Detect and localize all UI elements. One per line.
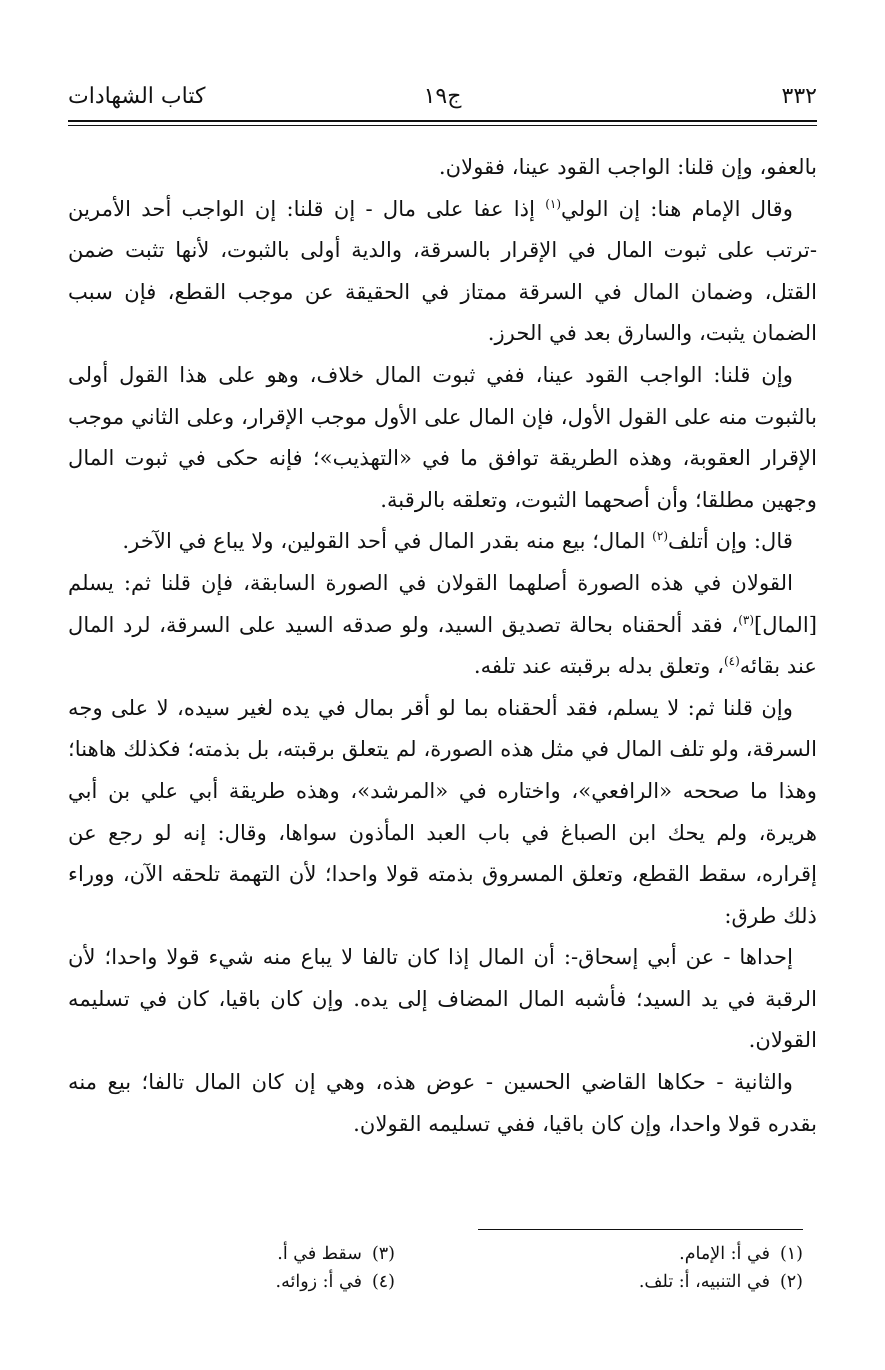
text-segment: ، وتعلق بدله برقبته عند تلفه. [473, 653, 724, 679]
footnote-number: (٢) [779, 1272, 803, 1292]
footnote-ref: (٤) [723, 654, 740, 669]
paragraph [68, 188, 817, 354]
footnote-text: في أ: الإمام. [679, 1244, 770, 1264]
footnote-number: (٤) [371, 1272, 395, 1292]
text-segment: والثانية - حكاها القاضي الحسين - عوض هذه، وهي إن كان المال تالفا؛ بيع منه بقدره قولا واحدا، وإن كان باقيا، ففي تسليمه القولان. [68, 1069, 817, 1136]
paragraph [68, 1061, 817, 1144]
text-segment: وإن قلنا: الواجب القود عينا، ففي ثبوت المال خلاف، وهو على هذا القول أولى بالثبوت منه على القول الأول، فإن المال على الأول موجب الإقرار، وعلى الثاني موجب الإقرار العقوبة، وهذه الطريقة توافق ما في «التهذيب»؛ فإنه حكى في ثبوت المال وجهين مطلقا؛ وأن أصحهما الثبوت، وتعلقه بالرقبة. [68, 361, 817, 512]
header-rule-thin [68, 125, 817, 126]
footnote-separator [478, 1229, 803, 1230]
header-rule [68, 120, 817, 122]
page-header [68, 82, 817, 122]
paragraph [68, 146, 817, 188]
paragraph [68, 562, 817, 687]
text-segment: القولان في هذه الصورة أصلهما القولان في الصورة السابقة، فإن قلنا ثم: يسلم [المال] [68, 569, 817, 637]
footnote-text: سقط في أ. [277, 1244, 362, 1264]
footnote-2 [639, 1268, 803, 1296]
book-title: كتاب الشهادات [68, 84, 206, 109]
footnote-number: (٣) [371, 1244, 395, 1264]
text-segment: المال؛ بيع منه بقدر المال في أحد القولين، ولا يباع في الآخر. [122, 528, 653, 554]
footnote-1 [679, 1240, 803, 1268]
body-text [68, 146, 817, 1144]
text-segment: وقال الإمام هنا: إن الولي [561, 195, 793, 221]
text-segment: ، فقد ألحقناه بحالة تصديق السيد، ولو صدقه السيد على السرقة، لرد المال عند بقائه [68, 611, 817, 679]
paragraph [68, 936, 817, 1061]
text-segment: إذا عفا على مال - إن قلنا: إن الواجب أحد الأمرين -ترتب على ثبوت المال في الإقرار بالسرقة، والدية أولى بالثبوت، لأنها تثبت ضمن القتل، وضمان المال في السرقة ممتاز في الحقيقة عن موجب القطع، فإن سبب الضمان يثبت، والسارق بعد في الحرز. [68, 195, 817, 346]
footnote-text: في أ: زوائه. [275, 1272, 362, 1292]
footnote-ref: (٣) [738, 612, 755, 627]
footnote-4 [276, 1268, 395, 1296]
footnote-3 [277, 1240, 395, 1268]
footnote-ref: (٢) [652, 529, 668, 544]
footnote-text: في التنبيه، أ: تلف. [638, 1272, 770, 1292]
text-segment: إحداها - عن أبي إسحاق-: أن المال إذا كان تالفا لا يباع منه شيء قولا واحدا؛ لأن الرقبة في يد السيد؛ فأشبه المال المضاف إلى يده. وإن كان باقيا، كان في تسليمه القولان. [68, 944, 817, 1053]
volume-label: ج١٩ [423, 84, 462, 109]
paragraph [68, 354, 817, 520]
text-segment: قال: وإن أتلف [668, 528, 793, 554]
footnote-number: (١) [779, 1244, 803, 1264]
page-number: ٣٣٢ [781, 84, 817, 109]
footnote-ref: (١) [545, 196, 562, 211]
text-segment: وإن قلنا ثم: لا يسلم، فقد ألحقناه بما لو أقر بمال في يده لغير سيده، لا على وجه السرقة، ولو تلف المال في مثل هذه الصورة، لم يتعلق برقبته، بل بذمته؛ فكذلك هاهنا؛ وهذا ما صححه «الرافعي»، واختاره في «المرشد»، وهذه طريقة أبي علي بن أبي هريرة، ولم يحك ابن الصباغ في باب العبد المأذون سواها، وقال: إنه لو رجع عن إقراره، سقط القطع، وتعلق المسروق بذمته قولا واحدا؛ لأن التهمة تلحقه الآن، ووراء ذلك طرق: [68, 694, 817, 928]
footnotes [68, 1240, 803, 1310]
text-segment: بالعفو، وإن قلنا: الواجب القود عينا، فقولان. [438, 154, 817, 179]
paragraph [68, 520, 817, 562]
paragraph [68, 687, 817, 937]
